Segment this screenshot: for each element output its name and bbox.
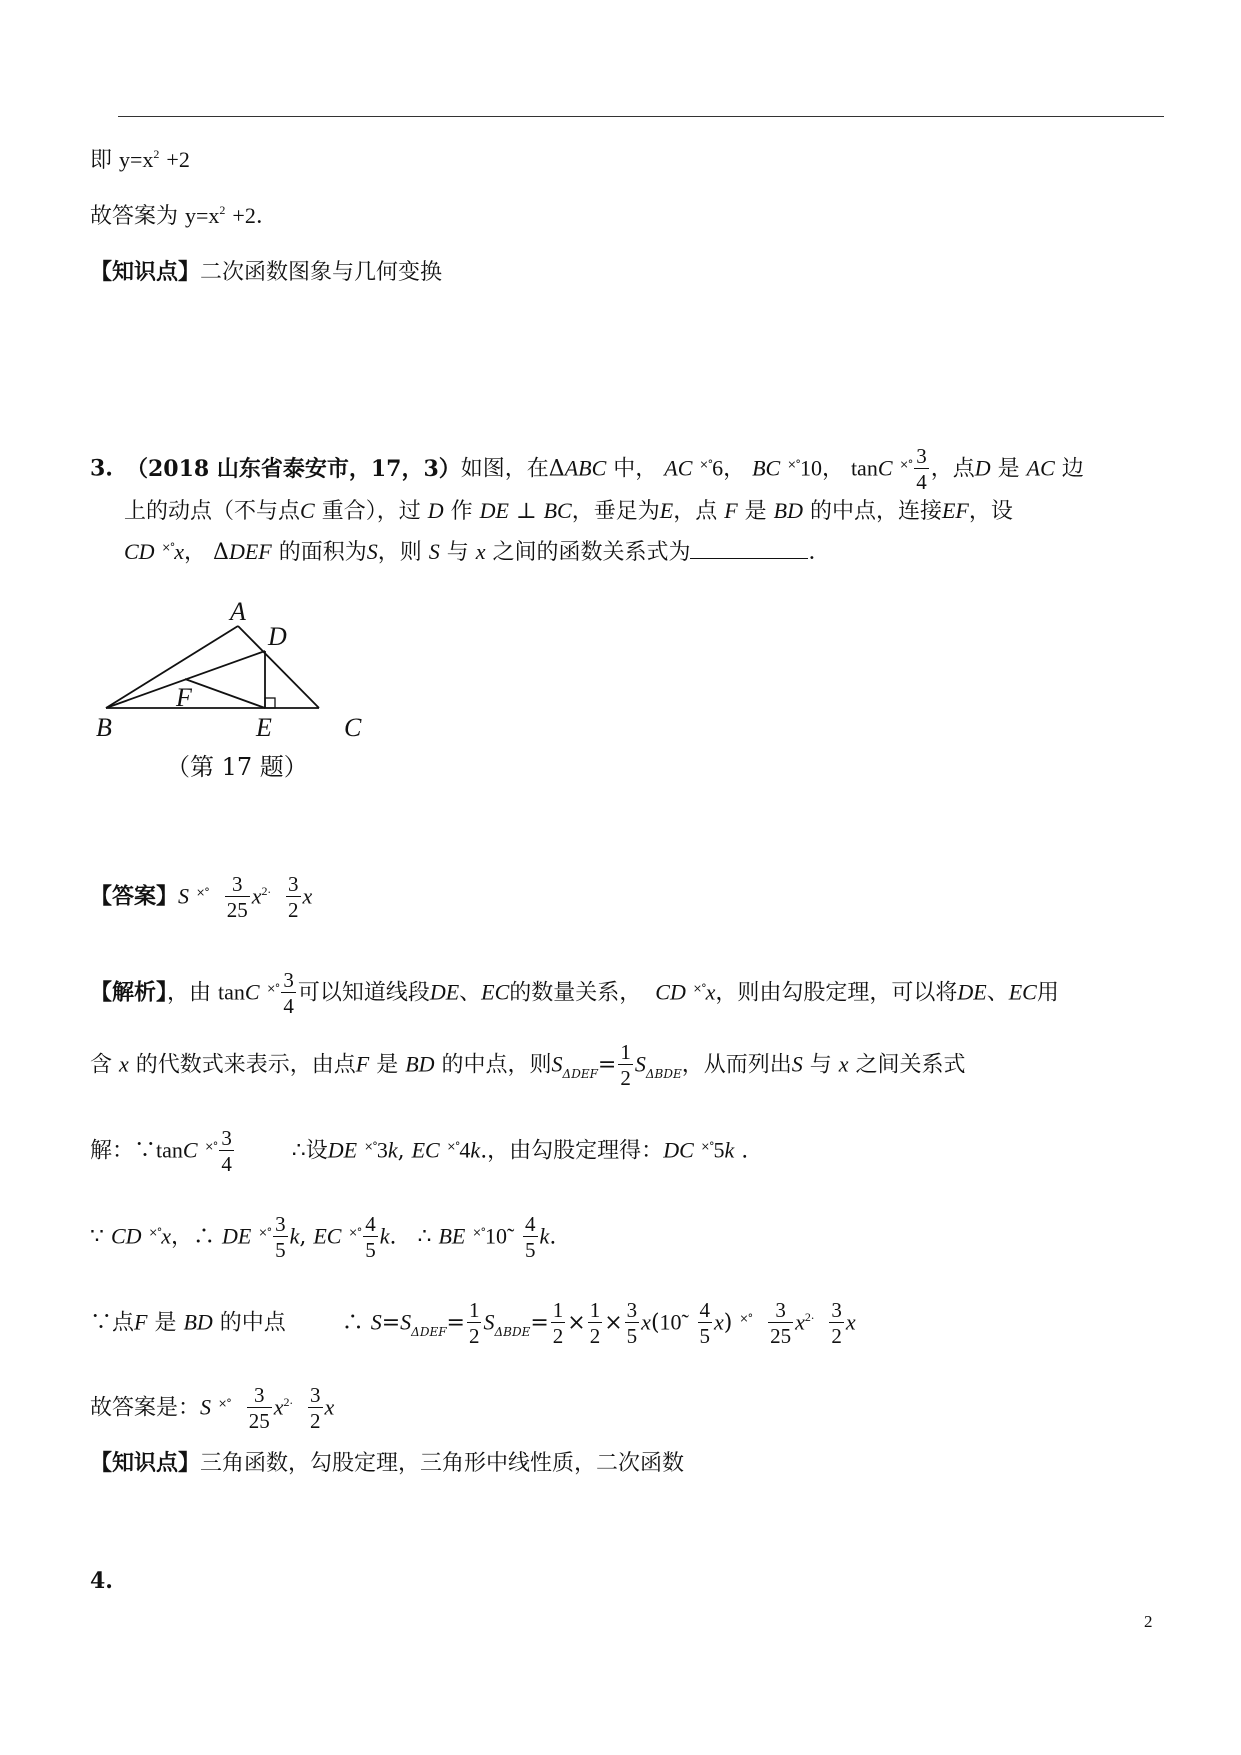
analysis-line-1: 【解析】，由 tanC ×° $\frac{3}{4}$ 可以知道线段DE、EC的数量关系， CD ×°x，则由勾股定理，可以将DE、EC用 bbox=[90, 968, 1059, 1018]
line-answer-prev: 故答案为 $y=x^2 +2$． bbox=[90, 203, 278, 229]
q3-line-3: CD ×°x， ΔDEF 的面积为S，则 S 与 x 之间的函数关系式为 ． bbox=[124, 536, 830, 571]
knowledge-text-2: 三角函数，勾股定理，三角形中线性质，二次函数 bbox=[200, 1451, 685, 1476]
label-D: D bbox=[268, 622, 287, 651]
answer-label: 【答案】 bbox=[90, 883, 179, 910]
q3-number: 3. bbox=[90, 455, 113, 482]
label-A: A bbox=[230, 598, 246, 626]
answer-blank bbox=[690, 536, 808, 559]
solution-line-1: 解：∵tanC ×° $\frac{3}{4}$ ∴设DE ×°3k, EC ×°4k.，由勾股定理得：DC ×°5k . bbox=[90, 1126, 749, 1176]
solution-line-2: ∵ CD ×°x，∴ DE ×° $\frac{3}{5}$ k, EC ×° $\frac{4}{5}$ k. ∴ BE ×°10̃ $\frac{4}{5}$ k. bbox=[90, 1212, 557, 1262]
line-y-equals: 即 $y=x^2 +2$ bbox=[90, 147, 190, 173]
knowledge-point-1 bbox=[90, 257, 442, 288]
analysis-label: 【解析】 bbox=[90, 979, 168, 1006]
figure-caption: （第 17 题） bbox=[166, 753, 308, 781]
header-rule bbox=[118, 116, 1164, 117]
analysis-line-2: 含 x 的代数式来表示，由点F 是 BD 的中点，则$S_{\Delta DEF}=$ $\frac{1}{2}$ $S_{\Delta BDE}$，从而列出S 与 x 之间关系式 bbox=[90, 1040, 966, 1090]
knowledge-point-2 bbox=[90, 1448, 684, 1479]
knowledge-label: 【知识点】 bbox=[90, 259, 201, 285]
knowledge-label-2: 【知识点】 bbox=[90, 1450, 201, 1476]
q3-line-1: 3. （2018 山东省泰安市，17，3）如图，在ΔABC 中， AC ×°6， BC ×°10， tanC ×° $\frac{3}{4}$ ，点D 是 AC 边 bbox=[90, 444, 1084, 494]
q3-line-2: 上的动点（不与点C 重合），过 D 作 DE ⊥ BC，垂足为E，点 F 是 BD 的中点，连接EF，设 bbox=[124, 498, 1013, 524]
triangle-figure bbox=[96, 598, 386, 798]
answer-line: 【答案】S ×° $\frac{3}{25}$ $x^{2\cdot}$ $\frac{3}{2}$ x bbox=[90, 872, 313, 922]
page-number: 2 bbox=[1144, 1612, 1153, 1631]
q3-end: ． bbox=[808, 540, 831, 565]
label-C: C bbox=[344, 713, 362, 742]
label-B: B bbox=[96, 713, 112, 742]
q3-source: （2018 山东省泰安市，17，3） bbox=[125, 455, 461, 482]
solution-line-3: ∵点F 是 BD 的中点 ∴ $S=S_{\Delta DEF}=$ $\frac{1}{2}$ $S_{\Delta BDE}=$ $\frac{1}{2}$ × $\frac{1}{2}$ × $\frac{3}{5}$ x(10̃ $\frac{4}{5}$ x) ×° $\frac{3}{25}$ $x^{2\cdot}$ $\frac{3}{2}$ x bbox=[90, 1298, 856, 1348]
q4-number: 4. bbox=[90, 1568, 113, 1594]
label-E: E bbox=[256, 713, 272, 742]
knowledge-text: 二次函数图象与几何变换 bbox=[200, 260, 443, 285]
label-F: F bbox=[176, 683, 192, 712]
solution-line-4: 故答案是：S ×° $\frac{3}{25}$ $x^{2\cdot}$ $\frac{3}{2}$ x bbox=[90, 1383, 335, 1433]
